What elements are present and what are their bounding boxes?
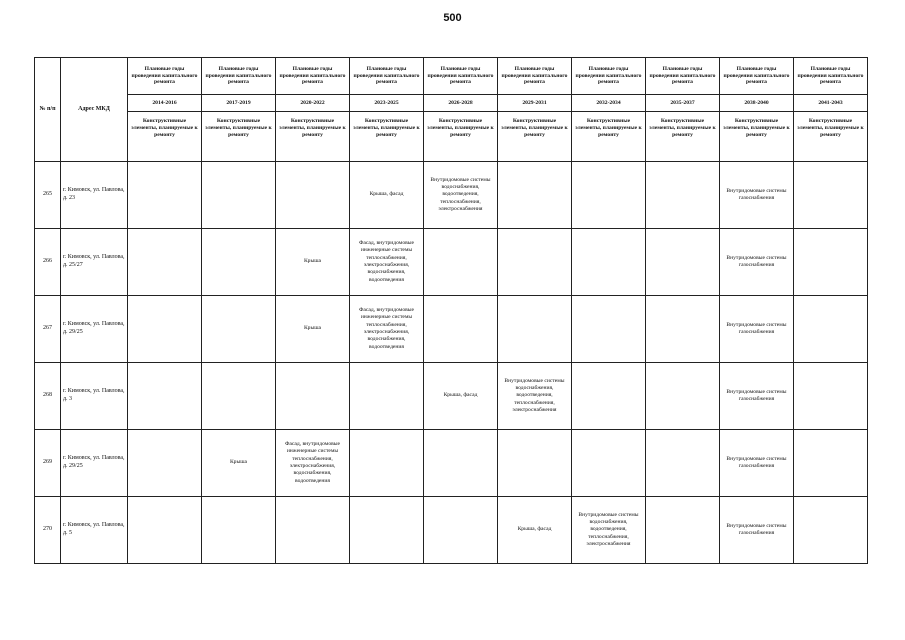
header-period-years: 2026-2028: [424, 95, 498, 112]
row-cell: [794, 296, 868, 363]
row-cell: [498, 162, 572, 229]
row-cell: [202, 162, 276, 229]
row-cell: [572, 296, 646, 363]
header-period-years: 2023-2025: [350, 95, 424, 112]
header-period-label: Плановые годы проведения капитального ремонта: [646, 58, 720, 95]
row-cell: [794, 229, 868, 296]
row-cell: Внутридомовые системы водоснабжения, водоотведения, теплоснабжения, электроснабжения: [572, 497, 646, 564]
row-cell: [128, 229, 202, 296]
header-period-label: Плановые годы проведения капитального ремонта: [572, 58, 646, 95]
row-cell: Внутридомовые системы газоснабжения: [720, 296, 794, 363]
row-cell: [128, 430, 202, 497]
row-cell: Фасад, внутридомовые инженерные системы теплоснабжения, электроснабжения, водоснабжения, водоотведения: [276, 430, 350, 497]
row-cell: [276, 363, 350, 430]
header-period-label: Плановые годы проведения капитального ремонта: [350, 58, 424, 95]
row-cell: [202, 497, 276, 564]
header-period-years: 2014-2016: [128, 95, 202, 112]
row-cell: [424, 497, 498, 564]
table-row: [35, 497, 868, 564]
row-address: г. Кимовск, ул. Павлова, д. 5: [61, 497, 128, 564]
row-cell: Крыша, фасад: [498, 497, 572, 564]
table-row: [35, 296, 868, 363]
table-row: [35, 162, 868, 229]
row-cell: Фасад, внутридомовые инженерные системы теплоснабжения, электроснабжения, водоснабжения, водоотведения: [350, 229, 424, 296]
row-cell: Крыша: [202, 430, 276, 497]
row-cell: Фасад, внутридомовые инженерные системы теплоснабжения, электроснабжения, водоснабжения, водоотведения: [350, 296, 424, 363]
header-elements-label: Конструктивные элементы, планируемые к ремонту: [350, 112, 424, 162]
header-period-years: 2041-2043: [794, 95, 868, 112]
header-period-label: Плановые годы проведения капитального ремонта: [128, 58, 202, 95]
row-cell: [646, 296, 720, 363]
page-number: 500: [443, 12, 462, 24]
row-cell: Внутридомовые системы водоснабжения, водоотведения, теплоснабжения, электроснабжения: [498, 363, 572, 430]
row-cell: [350, 430, 424, 497]
row-address: г. Кимовск, ул. Павлова, д. 29/25: [61, 430, 128, 497]
row-cell: Крыша: [276, 296, 350, 363]
row-cell: [424, 296, 498, 363]
header-elements-label: Конструктивные элементы, планируемые к ремонту: [424, 112, 498, 162]
header-period-label: Плановые годы проведения капитального ремонта: [276, 58, 350, 95]
row-cell: [572, 162, 646, 229]
row-cell: [128, 497, 202, 564]
row-cell: [276, 162, 350, 229]
row-cell: Крыша, фасад: [424, 363, 498, 430]
row-cell: [128, 162, 202, 229]
row-cell: Внутридомовые системы газоснабжения: [720, 430, 794, 497]
row-cell: [350, 497, 424, 564]
row-cell: [572, 229, 646, 296]
row-number: 265: [35, 162, 61, 229]
row-cell: [276, 497, 350, 564]
row-number: 266: [35, 229, 61, 296]
row-cell: [572, 363, 646, 430]
header-period-label: Плановые годы проведения капитального ремонта: [424, 58, 498, 95]
row-cell: [202, 229, 276, 296]
header-period-years: 2017-2019: [202, 95, 276, 112]
row-number: 267: [35, 296, 61, 363]
header-num: № п/п: [35, 58, 61, 162]
row-cell: Внутридомовые системы водоснабжения, водоотведения, теплоснабжения, электроснабжения: [424, 162, 498, 229]
row-cell: [498, 229, 572, 296]
header-elements-label: Конструктивные элементы, планируемые к ремонту: [128, 112, 202, 162]
row-cell: [646, 229, 720, 296]
header-elements-label: Конструктивные элементы, планируемые к ремонту: [794, 112, 868, 162]
header-elements-label: Конструктивные элементы, планируемые к ремонту: [572, 112, 646, 162]
header-period-years: 2038-2040: [720, 95, 794, 112]
row-cell: [202, 363, 276, 430]
header-period-years: 2029-2031: [498, 95, 572, 112]
row-number: 268: [35, 363, 61, 430]
row-cell: [794, 497, 868, 564]
row-cell: Внутридомовые системы газоснабжения: [720, 229, 794, 296]
row-cell: [794, 162, 868, 229]
row-cell: [572, 430, 646, 497]
row-cell: Внутридомовые системы газоснабжения: [720, 363, 794, 430]
row-address: г. Кимовск, ул. Павлова, д. 25/27: [61, 229, 128, 296]
row-cell: Внутридомовые системы газоснабжения: [720, 162, 794, 229]
row-cell: [498, 296, 572, 363]
header-period-label: Плановые годы проведения капитального ремонта: [720, 58, 794, 95]
row-cell: [646, 430, 720, 497]
table-row: [35, 363, 868, 430]
row-cell: [794, 363, 868, 430]
row-number: 270: [35, 497, 61, 564]
row-number: 269: [35, 430, 61, 497]
header-elements-label: Конструктивные элементы, планируемые к ремонту: [202, 112, 276, 162]
row-cell: [424, 229, 498, 296]
header-address: Адрес МКД: [61, 58, 128, 162]
table-row: [35, 430, 868, 497]
header-period-label: Плановые годы проведения капитального ремонта: [202, 58, 276, 95]
header-elements-label: Конструктивные элементы, планируемые к ремонту: [498, 112, 572, 162]
header-elements-label: Конструктивные элементы, планируемые к ремонту: [720, 112, 794, 162]
row-cell: [128, 363, 202, 430]
repair-schedule-table: [34, 57, 868, 564]
header-period-label: Плановые годы проведения капитального ремонта: [794, 58, 868, 95]
header-period-years: 2032-2034: [572, 95, 646, 112]
row-cell: [646, 363, 720, 430]
row-cell: [794, 430, 868, 497]
row-cell: [424, 430, 498, 497]
row-cell: Крыша, фасад: [350, 162, 424, 229]
header-elements-label: Конструктивные элементы, планируемые к ремонту: [276, 112, 350, 162]
row-address: г. Кимовск, ул. Павлова, д. 29/25: [61, 296, 128, 363]
row-address: г. Кимовск, ул. Павлова, д. 23: [61, 162, 128, 229]
row-cell: Внутридомовые системы газоснабжения: [720, 497, 794, 564]
row-address: г. Кимовск, ул. Павлова, д. 3: [61, 363, 128, 430]
row-cell: [498, 430, 572, 497]
row-cell: [646, 497, 720, 564]
row-cell: [646, 162, 720, 229]
header-period-years: 2020-2022: [276, 95, 350, 112]
header-period-years: 2035-2037: [646, 95, 720, 112]
header-elements-label: Конструктивные элементы, планируемые к ремонту: [646, 112, 720, 162]
table-row: [35, 229, 868, 296]
row-cell: Крыша: [276, 229, 350, 296]
row-cell: [128, 296, 202, 363]
row-cell: [350, 363, 424, 430]
header-period-label: Плановые годы проведения капитального ремонта: [498, 58, 572, 95]
row-cell: [202, 296, 276, 363]
